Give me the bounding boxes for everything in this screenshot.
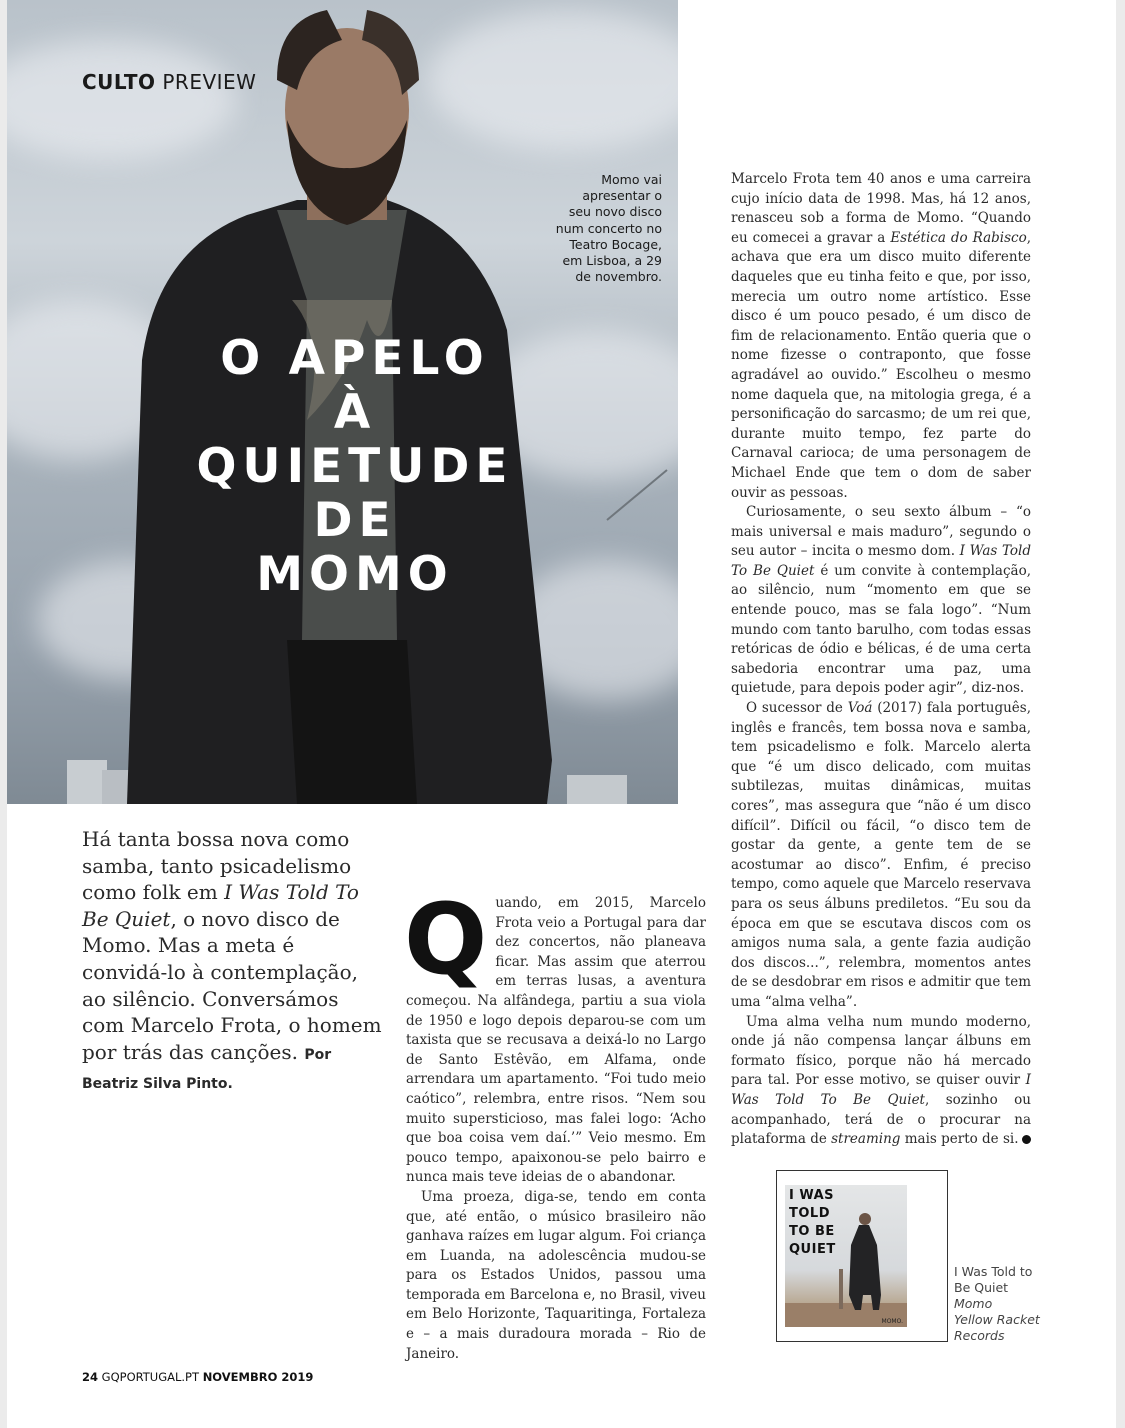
end-mark	[1022, 1135, 1031, 1144]
article-headline	[130, 332, 580, 602]
section-label	[82, 70, 256, 94]
drop-cap: Q	[404, 883, 488, 997]
lead-text: Há tanta bossa nova como samba, tanto psicadelismo como folk em I Was Told To Be Quiet, o novo disco de Momo. Mas a meta é convidá-lo à contemplação, ao silêncio. Conversámos com Marcelo Frota, o homem por trás das canções.	[82, 827, 382, 1064]
page-number: 24	[82, 1370, 99, 1384]
distant-building	[67, 760, 107, 804]
article-column-2	[404, 883, 706, 1364]
page-footer	[82, 1370, 313, 1384]
album-cover-frame	[776, 1170, 948, 1342]
trousers	[287, 640, 417, 804]
article-lead	[82, 826, 382, 1098]
cover-figure	[849, 1225, 881, 1310]
album-cover-title-text: I WAS TOLD TO BE QUIET	[789, 1188, 836, 1257]
album-caption	[954, 1264, 1044, 1344]
photo-caption-text: Momo vai apresentar o seu novo disco num concerto no Teatro Bocage, em Lisboa, a 29 de novembro.	[555, 172, 662, 285]
footer-site: GQPORTUGAL.PT	[101, 1370, 200, 1384]
article-column-3	[731, 170, 1031, 1150]
crane-arm	[607, 470, 667, 520]
cover-chimney	[839, 1269, 843, 1309]
distant-building	[567, 775, 627, 804]
section-name: CULTO	[82, 70, 156, 94]
album-caption-title: I Was Told to Be Quiet	[954, 1264, 1033, 1295]
album-caption-label: Yellow Racket Records	[954, 1312, 1040, 1343]
photo-caption	[540, 172, 662, 285]
cover-figure-head	[859, 1213, 871, 1225]
album-cover	[785, 1185, 907, 1327]
headline-text: O APELO À QUIETUDE DE MOMO	[196, 331, 514, 602]
album-cover-logo: MOMO.	[881, 1318, 903, 1325]
section-subname: PREVIEW	[162, 70, 257, 94]
column-2-text: uando, em 2015, Marcelo Frota veio a Portugal para dar dez concertos, não planeava ficar. Mas assim que aterrou em terras lusas, a aventura começou. Na alfândega, partiu a sua viola de 1950 e logo depois deparou-se com um taxista que se recusava a deixá-lo no Largo de Santo Estêvão, em Alfama, onde arrendara um apartamento. “Foi tudo meio caótico”, relembra, entre risos. “Nem sou muito supersticioso, mas falei logo: ‘Acho que boa coisa vem daí.’” Veio mesmo. Em pouco tempo, apaixonou-se pelo bairro e nunca mais teve ideias de o abandonar. Uma proeza, diga-se, tendo em conta que, até então, o músico brasileiro não ganhava raízes em lugar algum. Foi criança em Luanda, na adolescência mudou-se para os Estados Unidos, passou uma temporada em Barcelona e, no Brasil, viveu em Belo Horizonte, Taquaritinga, Fortaleza e – a mais duradoura morada – Rio de Janeiro.	[406, 895, 706, 1362]
album-caption-artist: Momo	[954, 1296, 993, 1311]
byline: Por Beatriz Silva Pinto.	[82, 1046, 332, 1093]
footer-issue: NOVEMBRO 2019	[202, 1370, 314, 1384]
album-cover-title	[789, 1187, 836, 1259]
column-3-text: Marcelo Frota tem 40 anos e uma carreira cujo início data de 1998. Mas, há 12 anos, renasceu sob a forma de Momo. “Quando eu comecei a gravar a Estética do Rabisco, achava que era um disco muito diferente daqueles que eu tinha feito e que, por isso, merecia um outro nome artístico. Esse disco é um pouco pesado, é um disco de fim de relacionamento. Então queria que o nome fizesse o contraponto, que fosse agradável ao ouvido.” Escolheu o mesmo nome daquela que, na mitologia grega, é a personificação do sarcasmo; de um rei que, durante muito tempo, fez parte do Carnaval carioca; de uma personagem de Michael Ende que tem o dom de saber ouvir as pessoas. Curiosamente, o seu sexto álbum – “o mais universal e mais maduro”, segundo o seu autor – incita o mesmo dom. I Was Told To Be Quiet é um convite à contemplação, ao silêncio, num “momento em que se entende pouco, mas se fala logo”. “Num mundo com tanto barulho, com todas essas retóricas de ódio e bélicas, é de uma certa sabedoria encontrar uma paz, uma quietude, para depois poder agir”, diz-nos. O sucessor de Voá (2017) fala português, inglês e francês, tem bossa nova e samba, tem psicadelismo e folk. Marcelo alerta que “é um disco delicado, com muitas subtilezas, muitas dinâmicas, muitas cores”, mas assegura que “não é um disco difícil”. Difícil ou fácil, “o disco tem de gostar da gente, a gente tem de se acostumar ao disco”. Enfim, é preciso tempo, como aquele que Marcelo reservava para os seus álbuns prediletos. “Eu sou da época em que se escutava discos com os amigos numa sala, a gente fazia audição dos discos...”, relembra, momentos antes de se desdobrar em risos e admitir que tem uma “alma velha”. Uma alma velha num mundo moderno, onde já não compensa lançar álbuns em formato físico, porque não há mercado para tal. Por esse motivo, se quiser ouvir I Was Told To Be Quiet, sozinho ou acompanhado, terá de o procurar na plataforma de streaming mais perto de si.	[731, 171, 1032, 1148]
